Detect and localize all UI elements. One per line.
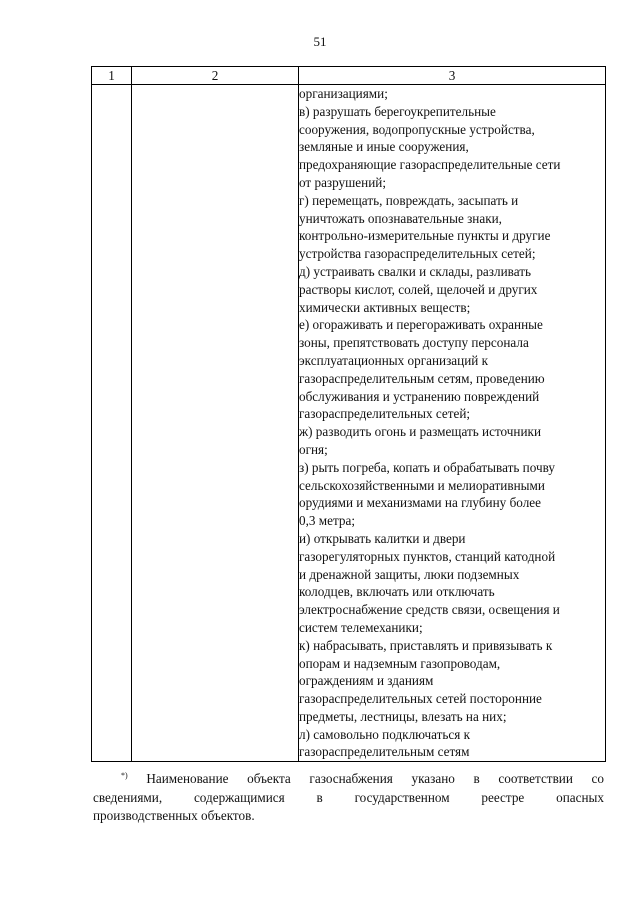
text-line: газораспределительных сетей; [299,406,471,422]
text-line: устройства газораспределительных сетей; [299,246,536,262]
text-line: колодцев, включать или отключать [299,584,495,600]
text-line: д) устраивать свалки и склады, разливать [299,263,531,279]
footnote [93,766,604,825]
column-header-1: 1 [92,67,132,85]
text-line: сельскохозяйственными и мелиоративными [299,477,545,493]
text-line: уничтожать опознавательные знаки, [299,210,502,226]
text-line: огня; [299,441,328,457]
text-line: в) разрушать берегоукрепительные [299,103,496,119]
text-line: химически активных веществ; [299,299,471,315]
column-header-2: 2 [132,67,299,85]
text-line: г) перемещать, повреждать, засыпать и [299,192,519,208]
prohibition-list [299,85,605,761]
text-line: и дренажной защиты, люки подземных [299,566,520,582]
text-line: систем телемеханики; [299,619,423,635]
text-line: ж) разводить огонь и размещать источники [299,424,542,440]
text-line: контрольно-измерительные пункты и другие [299,228,551,244]
footnote-line-3: производственных объектов. [93,808,255,823]
page-number: 51 [313,34,327,49]
table-cell-col1 [92,85,132,762]
text-line: сооружения, водопропускные устройства, [299,121,535,137]
column-header-3: 3 [299,67,606,85]
text-line: к) набрасывать, приставлять и привязывать к [299,637,553,653]
text-line: земляные и иные сооружения, [299,139,469,155]
text-line: обслуживания и устранению повреждений [299,388,540,404]
text-line: от разрушений; [299,174,386,190]
footnote-line-1 [93,766,604,788]
footnote-line-2: сведениями, содержащимися в государственном реестре опасных [93,790,604,805]
text-line: газораспределительным сетям, проведению [299,370,545,386]
text-line: предметы, лестницы, влезать на них; [299,708,507,724]
text-line: 0,3 метра; [299,513,356,529]
text-line: и) открывать калитки и двери [299,530,466,546]
text-line: электроснабжение средств связи, освещения и [299,602,560,618]
text-line: ограждениям и зданиям [299,673,434,689]
text-line: организациями; [299,86,388,101]
text-line: зоны, препятствовать доступу персонала [299,335,529,351]
table-header-row [92,67,606,85]
text-line: з) рыть погреба, копать и обрабатывать почву [299,459,555,475]
text-line: е) огораживать и перегораживать охранные [299,317,543,333]
text-line: орудиями и механизмами на глубину более [299,495,541,511]
footnote-text-1: Наименование объекта газоснабжения указано в соответствии со [146,771,605,786]
text-line: газорегуляторных пунктов, станций катодной [299,548,556,564]
table-row [92,85,606,762]
text-line: предохраняющие газораспределительные сети [299,157,561,173]
text-line: л) самовольно подключаться к [299,726,471,742]
text-line: газораспределительных сетей посторонние [299,691,542,707]
text-line: опорам и надземным газопроводам, [299,655,501,671]
table-cell-col3 [299,85,606,762]
text-line: газораспределительным сетям [299,744,470,760]
footnote-marker: *) [121,771,128,780]
text-line: растворы кислот, солей, щелочей и других [299,281,538,297]
text-line: эксплуатационных организаций к [299,352,489,368]
table-cell-col2 [132,85,299,762]
document-table [91,66,606,762]
